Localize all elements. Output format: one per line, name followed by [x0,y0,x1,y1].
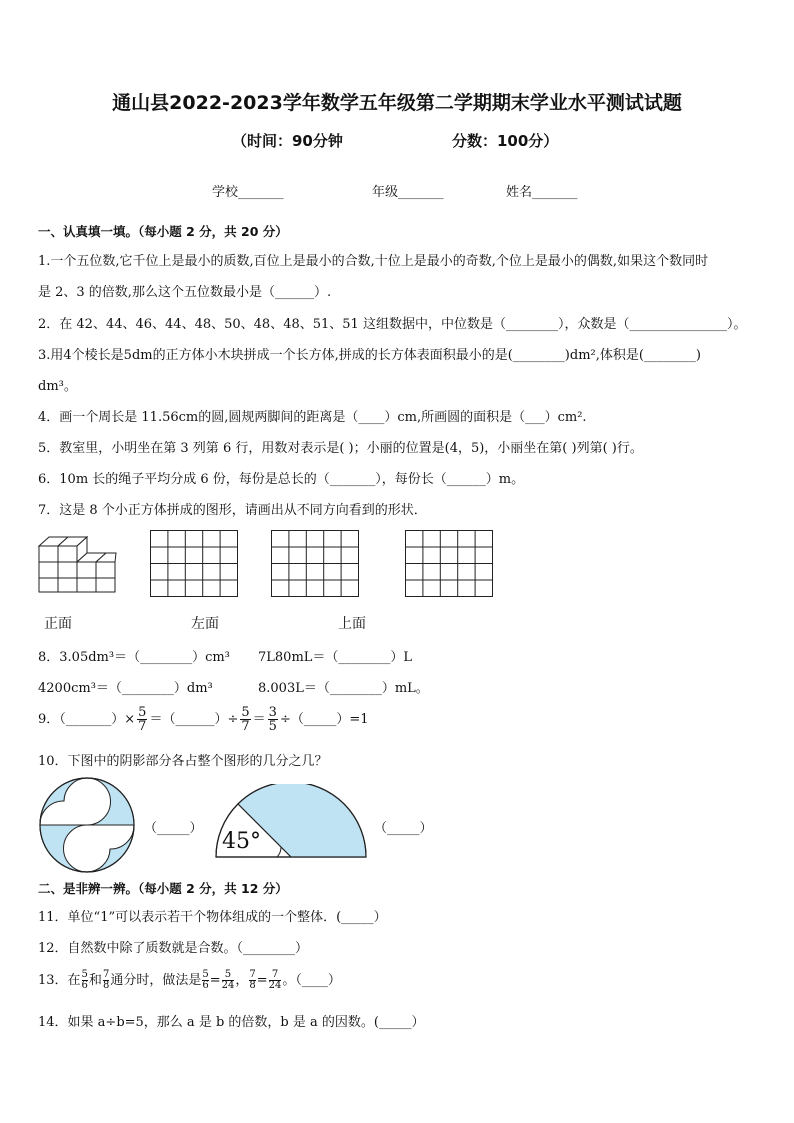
question-7: 7．这是 8 个小正方体拼成的图形，请画出从不同方向看到的形状． [38,503,427,518]
grid-front-view[interactable] [150,530,238,597]
q13-part-3: 通分时，做法是 [110,973,202,988]
label-top: 上面 [338,616,366,632]
question-8d: 8.003L＝（________）mL。 [258,681,429,696]
exam-score: 分数：100分） [452,132,559,150]
question-11: 11．单位“1”可以表示若干个物体组成的一个整体．(_____） [38,910,387,925]
q13-fraction-2: $\frac{7}{8}$ [102,969,110,991]
page-title: 通山县2022-2023学年数学五年级第二学期期末学业水平测试试题 [112,92,682,114]
question-5: 5．教室里，小明坐在第 3 列第 6 行，用数对表示是( )；小丽的位置是(4，5)，小丽坐在第( )列第( )行。 [38,441,643,456]
question-6: 6．10m 长的绳子平均分成 6 份，每份是总长的（_______），每份长（______）m。 [38,472,525,487]
question-4: 4．画一个周长是 11.56cm的圆,圆规两脚间的距离是（____）cm,所画圆的面积是（___）cm². [38,410,587,425]
label-left: 左面 [191,616,219,632]
question-8c: 4200cm³＝（________）dm³ [38,681,213,696]
q9-part-4: ÷（_____）=1 [279,712,369,727]
q13-fraction-4: $\frac{5}{24}$ [221,969,235,991]
section-2-title: 二、是非辨一辨。（每小题 2 分，共 12 分） [38,881,288,896]
question-1-line-2: 是 2、3 的倍数,那么这个五位数最小是（______）. [38,285,332,300]
question-3-line-1: 3.用4个棱长是5dm的正方体小木块拼成一个长方体,拼成的长方体表面积最小的是(________)dm²,体积是(________) [38,348,702,363]
q9-fraction-2: $\frac{5}{7}$ [241,705,250,734]
q9-part-3: ＝ [252,712,266,727]
grade-field: 年级_______ [372,185,444,200]
school-field: 学校_______ [212,185,284,200]
section-1-title: 一、认真填一填。（每小题 2 分，共 20 分） [38,224,288,239]
grid-left-view[interactable] [271,530,359,597]
grid-top-view[interactable] [405,530,493,597]
q9-part-2: ＝（______）÷ [149,712,239,727]
q13-part-5: ， [235,973,249,988]
question-8a: 8．3.05dm³＝（________）cm³ [38,650,230,665]
question-8b: 7L80mL＝（________）L [258,650,413,665]
q13-part-4: = [209,973,221,988]
q10-answer-2[interactable]: （_____） [374,821,433,836]
q13-part-7: 。（____） [282,973,341,988]
q13-fraction-5: $\frac{7}{8}$ [249,969,256,991]
q13-part-2: 和 [88,973,102,988]
question-10: 10．下图中的阴影部分各占整个图形的几分之几？ [38,754,328,769]
q9-part-1: 9．（_______）× [38,712,136,727]
question-3-line-2: dm³。 [38,379,77,394]
q10-answer-1[interactable]: （_____） [144,821,203,836]
angle-label: 45° [222,829,261,854]
circle-swirl-figure [38,776,136,874]
question-9 [38,702,369,738]
exam-time: （时间：90分钟 [232,132,343,150]
q13-fraction-3: $\frac{5}{6}$ [202,969,209,991]
label-front: 正面 [44,616,72,632]
q13-fraction-6: $\frac{7}{24}$ [268,969,282,991]
q13-fraction-1: $\frac{5}{6}$ [81,969,88,991]
q9-fraction-1: $\frac{5}{7}$ [138,705,147,734]
question-12: 12．自然数中除了质数就是合数。（________） [38,941,309,956]
cube-figure [36,534,118,596]
name-field: 姓名_______ [506,185,578,200]
question-14: 14．如果 a÷b=5，那么 a 是 b 的倍数，b 是 a 的因数。(_____） [38,1015,425,1030]
q13-part-1: 13．在 [38,973,81,988]
q13-part-6: = [256,973,268,988]
q9-fraction-3: $\frac{3}{5}$ [268,705,277,734]
question-1-line-1: 1.一个五位数,它千位上是最小的质数,百位上是最小的合数,十位上是最小的奇数,个位上是最小的偶数,如果这个数同时 [38,254,709,269]
question-2: 2．在 42、44、46、44、48、50、48、48、51、51 这组数据中，中位数是（________），众数是（_______________）。 [38,317,747,332]
question-13 [38,963,341,999]
